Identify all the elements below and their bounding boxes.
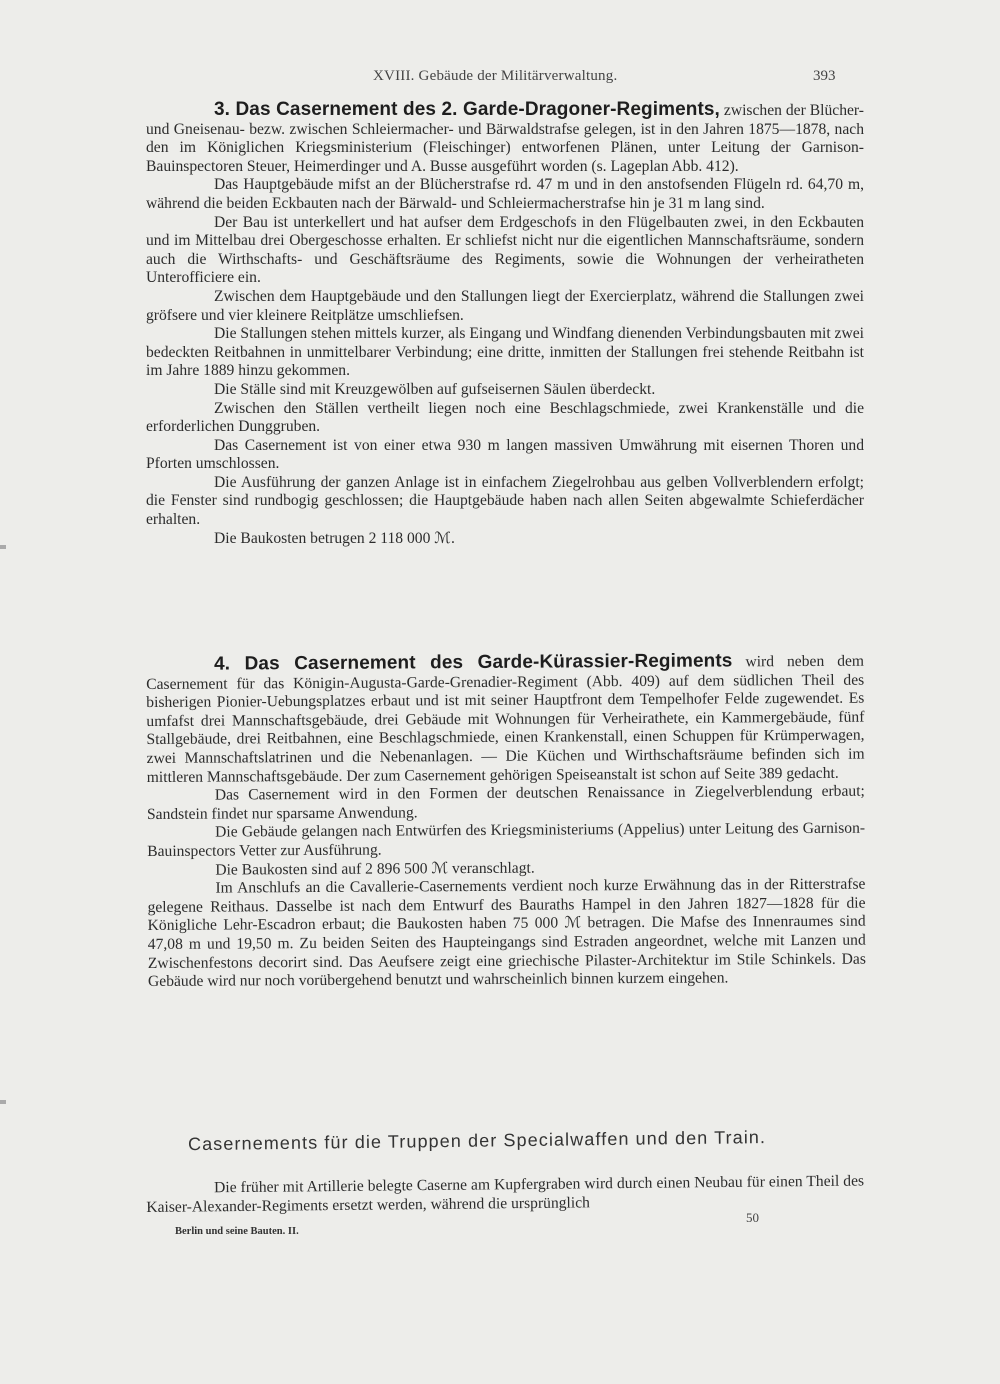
running-title: XVIII. Gebäude der Militärverwaltung.: [373, 68, 618, 84]
section-heading: 4. Das Casernement des Garde-Kürassier-Regiments: [213, 650, 733, 675]
section-heading: 3. Das Casernement des 2. Garde-Dragoner-Regiments,: [214, 99, 720, 120]
book-title-footer: Berlin und seine Bauten. II.: [175, 1226, 299, 1237]
scan-edge-mark: [0, 1100, 6, 1104]
paragraph-text: zwischen der Blücher- und Gneisenau- bezw. zwischen Schleiermacher- und Bärwaldstrafse gelegen, ist in den Jahren 1875—1878, nach den im Königlichen Kriegsministerium (Fleischinger) entworfenen Plänen, unter Leitung der Garnison-Bauinspectoren Steuer, Heimerdinger und A. Busse ausgeführt worden (s. Lageplan Abb. 412).: [146, 102, 864, 175]
paragraph: Die Ställe sind mit Kreuzgewölben auf gufseisernen Säulen überdeckt.: [214, 380, 656, 398]
paragraph: Zwischen dem Hauptgebäude und den Stallungen liegt der Exercierplatz, während die Stallungen zwei gröfsere und vier kleinere Reitplätze umschliefsen.: [146, 287, 864, 324]
signature-mark: 50: [746, 1210, 759, 1225]
paragraph: Die früher mit Artillerie belegte Caserne am Kupfergraben wird durch einen Neubau für einen Theil des Kaiser-Alexander-Regiments ersetzt werden, während die ursprünglich: [146, 1172, 865, 1216]
section-garde-kuerassier: [146, 652, 866, 992]
paragraph: Die Baukosten betrugen 2 118 000 ℳ.: [214, 529, 455, 547]
paragraph: Die Baukosten sind auf 2 896 500 ℳ veranschlagt.: [215, 859, 535, 879]
paragraph: [146, 652, 865, 788]
paragraph: Die Stallungen stehen mittels kurzer, als Eingang und Windfang dienenden Verbindungsbauten mit zwei bedeckten Reitbahnen in unmittelbarer Verbindung; eine dritte, inmitten der Stallungen frei stehende Reitbahn ist im Jahre 1889 hinzu gekommen.: [146, 325, 864, 380]
paragraph-text: wird neben dem Casernement für das Königin-Augusta-Garde-Grenadier-Regiment (Abb. 409) auf dem südlichen Theil des bisherigen Pionier-Uebungsplatzes erbaut und ist mit seiner Hauptfront dem Tempelhofer Felde zugewendet. Es umfafst drei Mannschaftsgebäude, drei Gebäude mit Wohnungen für Verheirathete, ein Kammergebäude, fünf Stallgebäude, drei Reitbahnen, eine Beschlagschmiede, einen Krankenstall, einen Schuppen für Krümperwagen, zwei Mannschaftslatrinen und die Nebenanlagen. — Die Küchen und Wirthschaftsräume befinden sich im mittleren Mannschaftsgebäude. Der zum Casernement gehörigen Speiseanstalt ist schon auf Seite 389 gedacht.: [146, 652, 865, 786]
paragraph: Der Bau ist unterkellert und hat aufser dem Erdgeschofs in den Flügelbauten zwei, in den Eckbauten und im Mittelbau drei Obergeschosse erhalten. Er schliefst nicht nur die eigentlichen Mannschaftsräume, sondern auch die Wirthschafts- und Geschäftsräume des Regiments, sowie die Wohnungen der verheiratheten Unterofficiere ein.: [146, 213, 864, 287]
scan-edge-mark: [0, 545, 6, 549]
page-header: [0, 68, 1000, 92]
paragraph: Im Anschlufs an die Cavallerie-Casernements verdient noch kurze Erwähnung das in der Ritterstrafse gelegene Reithaus. Dasselbe ist nach dem Entwurf des Bauraths Hampel in den Jahren 1827—1828 für die Königliche Lehr-Escadron erbaut; die Baukosten haben 75 000 ℳ betragen. Die Mafse des Innenraumes sind 47,08 m und 19,50 m. Zu beiden Seiten des Haupteingangs sind Estraden angeordnet, welche mit Lanzen und Zwischenfestons decorirt sind. Das Aeufsere zeigt eine griechische Pilaster-Architektur im Stile Schinkels. Das Gebäude wird nur noch vorübergehend benutzt und wahrscheinlich binnen kurzem eingehen.: [147, 875, 866, 991]
section-garde-dragoner: [146, 101, 864, 548]
paragraph: [146, 101, 864, 176]
paragraph: Die Gebäude gelangen nach Entwürfen des Kriegsministeriums (Appelius) unter Leitung des Garnison-Bauinspectors Vetter zur Ausführung.: [147, 819, 866, 860]
page-number: 393: [813, 68, 836, 84]
paragraph: Das Casernement ist von einer etwa 930 m langen massiven Umwährung mit eisernen Thoren und Pforten umschlossen.: [146, 436, 864, 473]
paragraph: Das Hauptgebäude mifst an der Blücherstrafse rd. 47 m und in den anstofsenden Flügeln rd. 64,70 m, während die beiden Eckbauten nach der Bärwald- und Schleiermacherstrafse hin je 31 m lang sind.: [146, 176, 864, 212]
paragraph: Das Casernement wird in den Formen der deutschen Renaissance in Ziegelverblendung erbaut; Sandstein findet nur sparsame Anwendung.: [146, 782, 865, 823]
paragraph: Zwischen den Ställen vertheilt liegen noch eine Beschlagschmiede, zwei Krankenställe und die erforderlichen Dunggruben.: [146, 399, 864, 436]
subsection-heading: Casernements für die Truppen der Specialwaffen und den Train.: [187, 1127, 767, 1155]
paragraph: Die Ausführung der ganzen Anlage ist in einfachem Ziegelrohbau aus gelben Vollverblendern erfolgt; die Fenster sind rundbogig geschlossen; die Hauptgebäude haben nach allen Seiten abgewalmte Schieferdächer erhalten.: [146, 473, 864, 529]
